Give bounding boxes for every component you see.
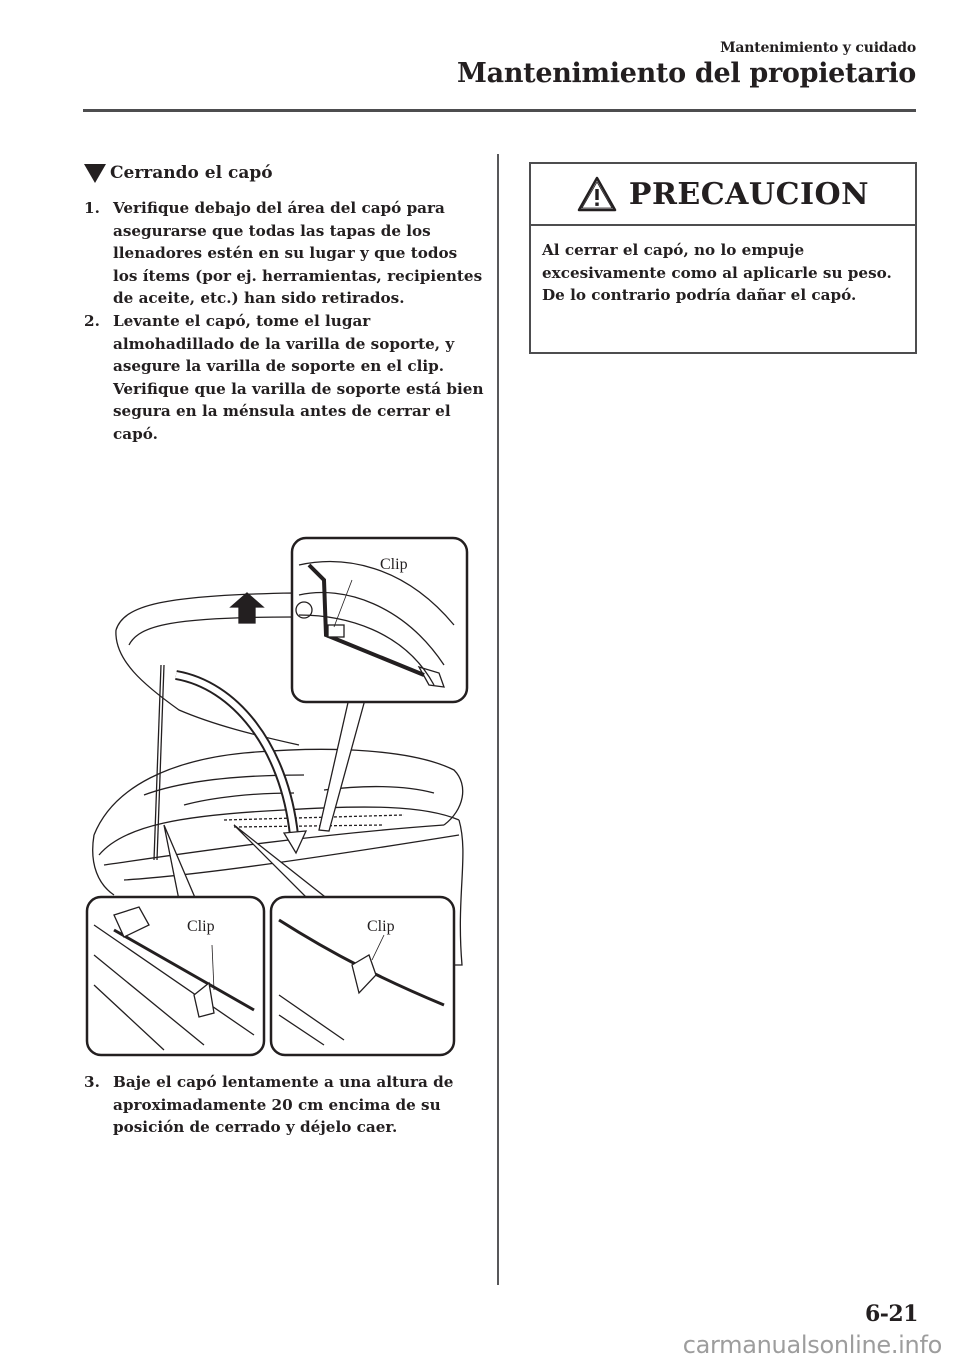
caution-box [529, 162, 917, 354]
clip-label: Clip [380, 556, 408, 573]
caution-text: Al cerrar el capó, no lo empuje excesivamente como al aplicarle su peso. De lo contrario podría dañar el capó. [542, 241, 892, 305]
clip-label: Clip [367, 918, 395, 935]
step-item [84, 310, 484, 446]
warning-triangle-icon [577, 176, 617, 212]
chapter-title: Mantenimiento y cuidado [720, 40, 916, 56]
column-divider [497, 154, 499, 1285]
step-item [84, 197, 484, 310]
step-number: 3. [84, 1073, 100, 1091]
down-triangle-icon [84, 164, 106, 183]
steps-list-continued [84, 1071, 484, 1139]
caution-header [531, 164, 915, 226]
clip-label: Clip [187, 918, 215, 935]
step-text: Baje el capó lentamente a una altura de aproximadamente 20 cm encima de su posición de cerrado y déjelo caer. [113, 1073, 454, 1137]
step-text: Levante el capó, tome el lugar almohadillado de la varilla de soporte, y asegure la varilla de soporte en el clip. Verifique que la varilla de soporte está bien segura en la ménsula antes de cerrar el capó. [113, 311, 484, 443]
steps-list [84, 197, 484, 446]
hood-support-rod-illustration [84, 535, 474, 1060]
step-item [84, 1071, 484, 1139]
caution-title: PRECAUCION [628, 176, 870, 212]
section-title [84, 163, 273, 183]
step-number: 2. [84, 311, 100, 330]
watermark: carmanualsonline.info [682, 1331, 942, 1359]
header-rule [83, 109, 916, 112]
section-title-text: Cerrando el capó [110, 163, 273, 183]
section-header: Mantenimiento del propietario [457, 58, 916, 89]
page-number: 6-21 [864, 1301, 918, 1327]
step-number: 1. [84, 199, 100, 217]
step-text: Verifique debajo del área del capó para asegurarse que todas las tapas de los llenadores estén en su lugar y que todos los ítems (por ej. herramientas, recipientes de aceite, etc.) han sido retirados. [113, 199, 483, 308]
